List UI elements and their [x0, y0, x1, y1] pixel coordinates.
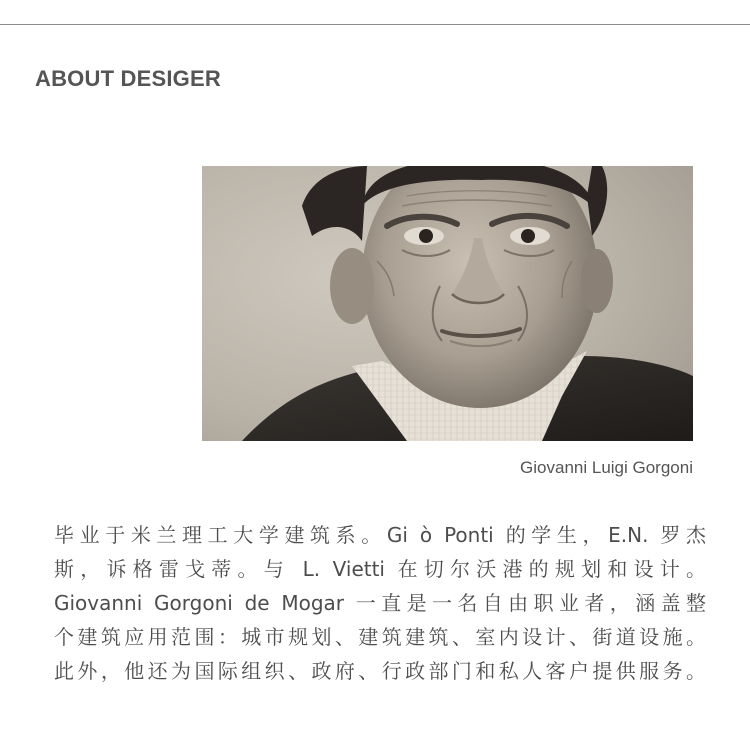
designer-bio: [54, 518, 706, 688]
bio-line: 斯，诉格雷戈蒂。与 L. Vietti 在切尔沃港的规划和设计。: [54, 557, 706, 581]
section-title: ABOUT DESIGER: [35, 66, 221, 91]
portrait-image: [202, 166, 693, 441]
top-divider: [0, 24, 750, 25]
bio-line: 个建筑应用范围：城市规划、建筑建筑、室内设计、街道设施。: [54, 625, 706, 649]
bio-line: 毕业于米兰理工大学建筑系。Gi ò Ponti 的学生，E.N. 罗杰: [54, 523, 706, 547]
bio-line: 此外，他还为国际组织、政府、行政部门和私人客户提供服务。: [54, 659, 706, 683]
bio-line: Giovanni Gorgoni de Mogar 一直是一名自由职业者，涵盖整: [54, 591, 706, 615]
designer-portrait: [202, 166, 693, 441]
portrait-caption: Giovanni Luigi Gorgoni: [520, 458, 693, 477]
